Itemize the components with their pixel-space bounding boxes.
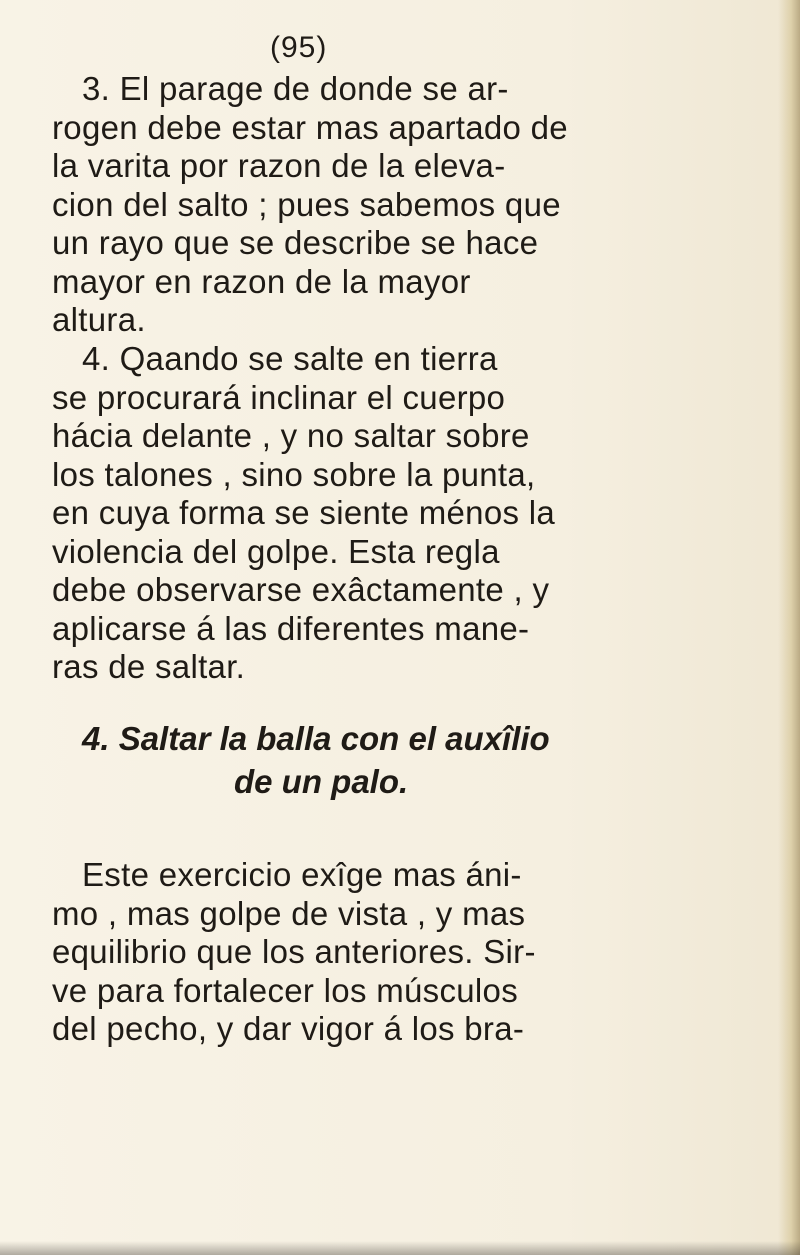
text-line: violencia del golpe. Esta regla <box>52 532 500 570</box>
text-line: 4. Qaando se salte en tierra <box>82 340 498 377</box>
text-line: cion del salto ; pues sabemos que <box>52 185 561 223</box>
page-bottom-edge <box>0 1241 800 1255</box>
paragraph-1 <box>52 70 768 340</box>
text-line: ras de saltar. <box>52 648 246 685</box>
text-line: debe observarse exâctamente , y <box>52 571 550 608</box>
text-line: ve para fortalecer los músculos <box>52 971 518 1009</box>
text-line: rogen debe estar mas apartado de <box>52 108 568 146</box>
page-spine-shadow <box>778 0 800 1255</box>
text-line: del pecho, y dar vigor á los bra- <box>52 1010 525 1047</box>
paragraph-3 <box>52 856 768 1049</box>
text-line: Este exercicio exîge mas áni- <box>82 856 522 893</box>
text-line: aplicarse á las diferentes mane- <box>52 609 530 647</box>
text-line: equilibrio que los anteriores. Sir- <box>52 933 536 970</box>
text-line: la varita por razon de la eleva- <box>52 147 506 184</box>
text-line: altura. <box>52 301 146 338</box>
heading-line: 4. Saltar la balla con el auxîlio <box>82 720 550 757</box>
text-line: se procurará inclinar el cuerpo <box>52 378 506 416</box>
page-number: (95) <box>270 31 328 64</box>
text-line: en cuya forma se siente ménos la <box>52 494 556 531</box>
text-line: un rayo que se describe se hace <box>52 224 539 261</box>
text-line: hácia delante , y no saltar sobre <box>52 417 530 454</box>
paragraph-2 <box>52 340 768 687</box>
text-line: 3. El parage de donde se ar- <box>82 70 509 107</box>
text-line: mayor en razon de la mayor <box>52 262 471 300</box>
text-line: mo , mas golpe de vista , y mas <box>52 894 526 932</box>
heading-line: de un palo. <box>234 763 409 800</box>
text-line: los talones , sino sobre la punta, <box>52 455 536 493</box>
section-heading <box>52 717 768 803</box>
